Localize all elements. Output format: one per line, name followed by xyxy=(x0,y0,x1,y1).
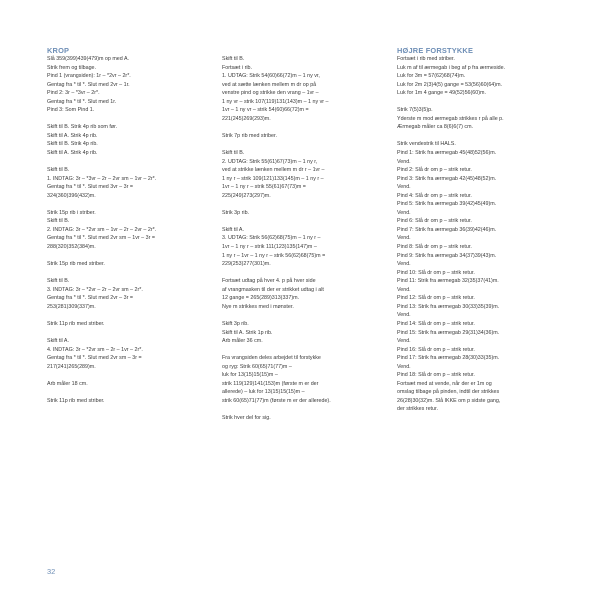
instruction-line: Luk m af til ærmegab i beg af p fra ærmeside. xyxy=(397,64,506,71)
instruction-line: 229(253)277(301)m. xyxy=(222,261,271,268)
instruction-line: Gentag fra * til *. Slut med 3vr – 3r = xyxy=(47,184,133,191)
instruction-line: Vend. xyxy=(397,158,411,165)
instruction-line: Pind 15: Strik fra ærmegab 29(31)34(36)m. xyxy=(397,329,500,336)
instruction-line: Pind 13: Strik fra ærmegab 30(33)35(39)m. xyxy=(397,303,500,310)
instruction-line: Pind 1: Strik fra ærmegab 45(48)52(56)m. xyxy=(397,150,497,157)
instruction-line: Pind 3: Strik fra ærmegab 42(45)48(52)m. xyxy=(397,175,497,182)
instruction-line: Skift til A. Strik 1p rib. xyxy=(222,329,273,336)
instruction-line: Luk for 2m 2(3)4(5) gange = 53(56)60(64)m. xyxy=(397,81,502,88)
instruction-line: Skift til B. xyxy=(222,150,245,157)
instruction-line: Pind 3: Som Pind 1. xyxy=(47,107,95,114)
instruction-line: Luk for 1m 4 gange = 49(52)56(60)m. xyxy=(397,90,486,97)
instruction-line: Strik 15p rib med striber. xyxy=(47,261,105,268)
instruction-paragraph xyxy=(47,209,205,252)
instruction-paragraph xyxy=(47,397,205,406)
instruction-line: Skift til B. xyxy=(222,56,245,62)
instruction-line: Nye m strikkes med i mønster. xyxy=(222,303,294,310)
instruction-line: og ryg: Strik 60(65)71(77)m – xyxy=(222,363,292,370)
instruction-line: Vend. xyxy=(397,235,411,242)
instruction-line: Fortsæt i rib. xyxy=(222,64,252,71)
instruction-line: Skift til B. Strik 4p rib. xyxy=(47,141,98,148)
instruction-line: Pind 9: Strik fra ærmegab 34(37)39(43)m. xyxy=(397,252,497,259)
instruction-line: 4. INDTAG: 3r – *2vr sm – 2r – 1vr – 2r*. xyxy=(47,346,143,353)
instruction-line: Strik frem og tilbage. xyxy=(47,64,97,71)
instruction-line: Pind 6: Slå dr om p – strik retur. xyxy=(397,218,472,225)
instruction-paragraph xyxy=(397,55,555,98)
instruction-line: 2. UDTAG: Strik 55(61)67(73)m – 1 ny r, xyxy=(222,158,318,165)
instruction-line: venstre pind og strikke den vrang – 1vr – xyxy=(222,90,319,97)
instruction-line: Gentag fra * til *. Slut med 1r. xyxy=(47,98,117,105)
instruction-paragraph xyxy=(47,320,205,329)
instruction-line: 3. UDTAG: Strik 56(62)68(75)m – 1 ny r – xyxy=(222,235,321,242)
instruction-line: Luk for 3m = 57(62)68(74)m. xyxy=(397,73,466,80)
instruction-line: Skift til A. xyxy=(222,226,244,233)
instruction-line: luk for 13(15)15(15)m – xyxy=(222,372,278,379)
instruction-line: der strikkes retur. xyxy=(397,406,438,413)
instruction-line: strik 119(129)141(153)m (første m er der xyxy=(222,380,319,387)
instruction-line: 1 ny vr – strik 107(119)131(143)m – 1 ny vr – xyxy=(222,98,329,105)
instruction-line: Strik 11p rib med striber. xyxy=(47,397,105,404)
instruction-line: Pind 1 (vrangsiden): 1r – *2vr – 2r*. xyxy=(47,73,131,80)
instruction-line: Pind 4: Slå dr om p – strik retur. xyxy=(397,192,472,199)
instruction-paragraph xyxy=(397,140,555,414)
instruction-line: Gentag fra * til *. Slut med 2vr sm – 3r = xyxy=(47,355,142,362)
instruction-line: 1vr – 1 ny vr – strik 54(60)66(72)m = xyxy=(222,107,309,114)
instruction-line: Fortsæt med at vende, når der er 1m og xyxy=(397,380,492,387)
instruction-line: strik 60(65)71(77)m (første m er der allerede). xyxy=(222,397,331,404)
instruction-line: Pind 11: Strik fra ærmegab 32(35)37(41)m. xyxy=(397,278,499,285)
instruction-line: Skift til B. xyxy=(47,218,70,225)
instruction-line: Vend. xyxy=(397,184,411,191)
instruction-line: Skift til B. Strik 4p rib som før. xyxy=(47,124,118,131)
instruction-line: 288(320)352(384)m. xyxy=(47,244,96,251)
instruction-line: ved at strikke lænken mellem m dr r – 1vr – xyxy=(222,167,325,174)
instruction-line: 253(281)309(337)m. xyxy=(47,303,96,310)
instruction-line: Pind 18: Slå dr om p – strik retur. xyxy=(397,372,475,379)
instruction-line: Strik 15p rib i striber. xyxy=(47,209,96,216)
instruction-line: 26(28)30(32)m. Slå IKKE om p sidste gang, xyxy=(397,397,501,404)
instruction-line: Strik 3p rib. xyxy=(222,209,250,216)
instruction-line: Ærmegab måler ca 8(6)6(7) cm. xyxy=(397,124,474,131)
instruction-line: 1. UDTAG: Strik 54(60)66(72)m – 1 ny vr, xyxy=(222,73,320,80)
instruction-line: Gentag fra * til *. Slut med 2vr – 3r = xyxy=(47,295,133,302)
section-heading xyxy=(222,46,380,55)
instruction-line: omslag tilbage på pinden, indtil der strikkes xyxy=(397,389,500,396)
instruction-paragraph xyxy=(222,354,380,405)
instruction-line: Pind 2: 3r – *3vr – 2r*. xyxy=(47,90,100,97)
instruction-paragraph xyxy=(397,106,555,132)
instruction-line: 1vr – 1 ny r – strik 55(61)67(73)m = xyxy=(222,184,306,191)
instruction-line: Pind 12: Slå dr om p – strik retur. xyxy=(397,295,475,302)
instruction-line: Vend. xyxy=(397,363,411,370)
instruction-line: Skift til A. Strik 4p rib. xyxy=(47,150,98,157)
instruction-paragraph xyxy=(222,55,380,123)
instruction-line: Strik 7p rib med striber. xyxy=(222,132,277,139)
instruction-line: Arb måler 18 cm. xyxy=(47,380,88,387)
instruction-line: 221(245)269(293)m. xyxy=(222,115,271,122)
instruction-line: Arb måler 36 cm. xyxy=(222,338,263,345)
instruction-line: Yderste m mod ærmegab strikkes r på alle p. xyxy=(397,115,504,122)
instruction-line: 3. INDTAG: 3r – *2vr – 2r – 2vr sm – 2r*. xyxy=(47,286,143,293)
instruction-line: Strik 11p rib med striber. xyxy=(47,320,105,327)
instruction-paragraph xyxy=(222,414,380,423)
instruction-paragraph xyxy=(222,277,380,311)
instruction-line: Pind 10: Slå dr om p – strik retur. xyxy=(397,269,475,276)
instruction-line: Vend. xyxy=(397,312,411,319)
instruction-paragraph xyxy=(47,380,205,389)
section-heading: HØJRE FORSTYKKE xyxy=(397,46,474,55)
instruction-line: 324(360)396(432)m. xyxy=(47,192,96,199)
instruction-line: 1 ny r – strik 109(121)133(145)m – 1 ny r – xyxy=(222,175,324,182)
instruction-line: Slå 359(399)439(479)m op med A. xyxy=(47,56,129,62)
instruction-paragraph xyxy=(47,260,205,269)
instruction-line: Gentag fra * til *. Slut med 2vr sm – 1vr – 3r = xyxy=(47,235,155,242)
column-right xyxy=(397,46,555,414)
section-heading: KROP xyxy=(47,46,70,55)
instruction-line: Pind 2: Slå dr om p – strik retur. xyxy=(397,167,472,174)
instruction-line: ved at sætte lænken mellem m dr op på xyxy=(222,81,317,88)
instruction-line: Vend. xyxy=(397,261,411,268)
instruction-line: allerede) – luk for 13(15)15(15)m – xyxy=(222,389,305,396)
instruction-line: 2. INDTAG: 3r – *2vr sm – 1vr – 2r – 2vr – 2r*. xyxy=(47,226,157,233)
instruction-line: 1. INDTAG: 3r – *3vr – 2r – 2vr sm – 1vr – 2r*. xyxy=(47,175,157,182)
instruction-paragraph xyxy=(222,209,380,218)
instruction-line: Vend. xyxy=(397,209,411,216)
instruction-paragraph xyxy=(47,277,205,311)
instruction-paragraph xyxy=(47,166,205,200)
instruction-line: Pind 17: Strik fra ærmegab 28(30)33(35)m. xyxy=(397,355,500,362)
instruction-line: 225(249)273(297)m. xyxy=(222,192,271,199)
instruction-line: Strik vendestrik til HALS. xyxy=(397,141,456,148)
instruction-paragraph xyxy=(222,226,380,269)
instruction-paragraph xyxy=(222,132,380,141)
instruction-line: Strik hver del for sig. xyxy=(222,414,271,421)
instruction-line: Gentag fra * til *. Slut med 2vr – 1r. xyxy=(47,81,130,88)
instruction-line: Skift til B. xyxy=(47,278,70,285)
column-middle xyxy=(222,46,380,423)
instruction-line: Vend. xyxy=(397,338,411,345)
instruction-paragraph xyxy=(47,123,205,157)
instruction-paragraph xyxy=(222,320,380,346)
instruction-line: Pind 16: Slå dr om p – strik retur. xyxy=(397,346,475,353)
instruction-line: Fra vrangsiden deles arbejdet til forstykke xyxy=(222,355,321,362)
instruction-line: Strik 7(5)3(5)p. xyxy=(397,107,433,114)
instruction-line: Pind 7: Strik fra ærmegab 36(39)42(46)m. xyxy=(397,226,497,233)
instruction-line: 217(241)265(289)m. xyxy=(47,363,96,370)
instruction-line: Skift til A. Strik 4p rib. xyxy=(47,132,98,139)
instruction-line: Vend. xyxy=(397,286,411,293)
instruction-line: Skift til A. xyxy=(47,338,69,345)
instruction-line: Fortsæt udtag på hver 4. p på hver side xyxy=(222,278,316,285)
instruction-line: 1 ny r – 1vr – 1 ny r – strik 56(62)68(75)m = xyxy=(222,252,326,259)
instruction-line: af vrangmasken til der er strikket udtag i alt xyxy=(222,286,324,293)
instruction-line: Pind 8: Slå dr om p – strik retur. xyxy=(397,244,472,251)
column-left xyxy=(47,46,205,405)
instruction-paragraph xyxy=(222,149,380,200)
instruction-line: Skift 3p rib. xyxy=(222,320,249,327)
instruction-line: Skift til B. xyxy=(47,167,70,174)
instruction-paragraph xyxy=(47,55,205,115)
instruction-line: Fortsæt i rib med striber. xyxy=(397,56,455,62)
page-number: 32 xyxy=(47,567,56,576)
instruction-line: 1vr – 1 ny r – strik 111(123)135(147)m – xyxy=(222,244,317,251)
instruction-paragraph xyxy=(47,337,205,371)
instruction-line: 12 gange = 265(289)313(337)m. xyxy=(222,295,300,302)
instruction-line: Pind 5: Strik fra ærmegab 39(42)45(49)m. xyxy=(397,201,497,208)
instruction-line: Pind 14: Slå dr om p – strik retur. xyxy=(397,320,475,327)
